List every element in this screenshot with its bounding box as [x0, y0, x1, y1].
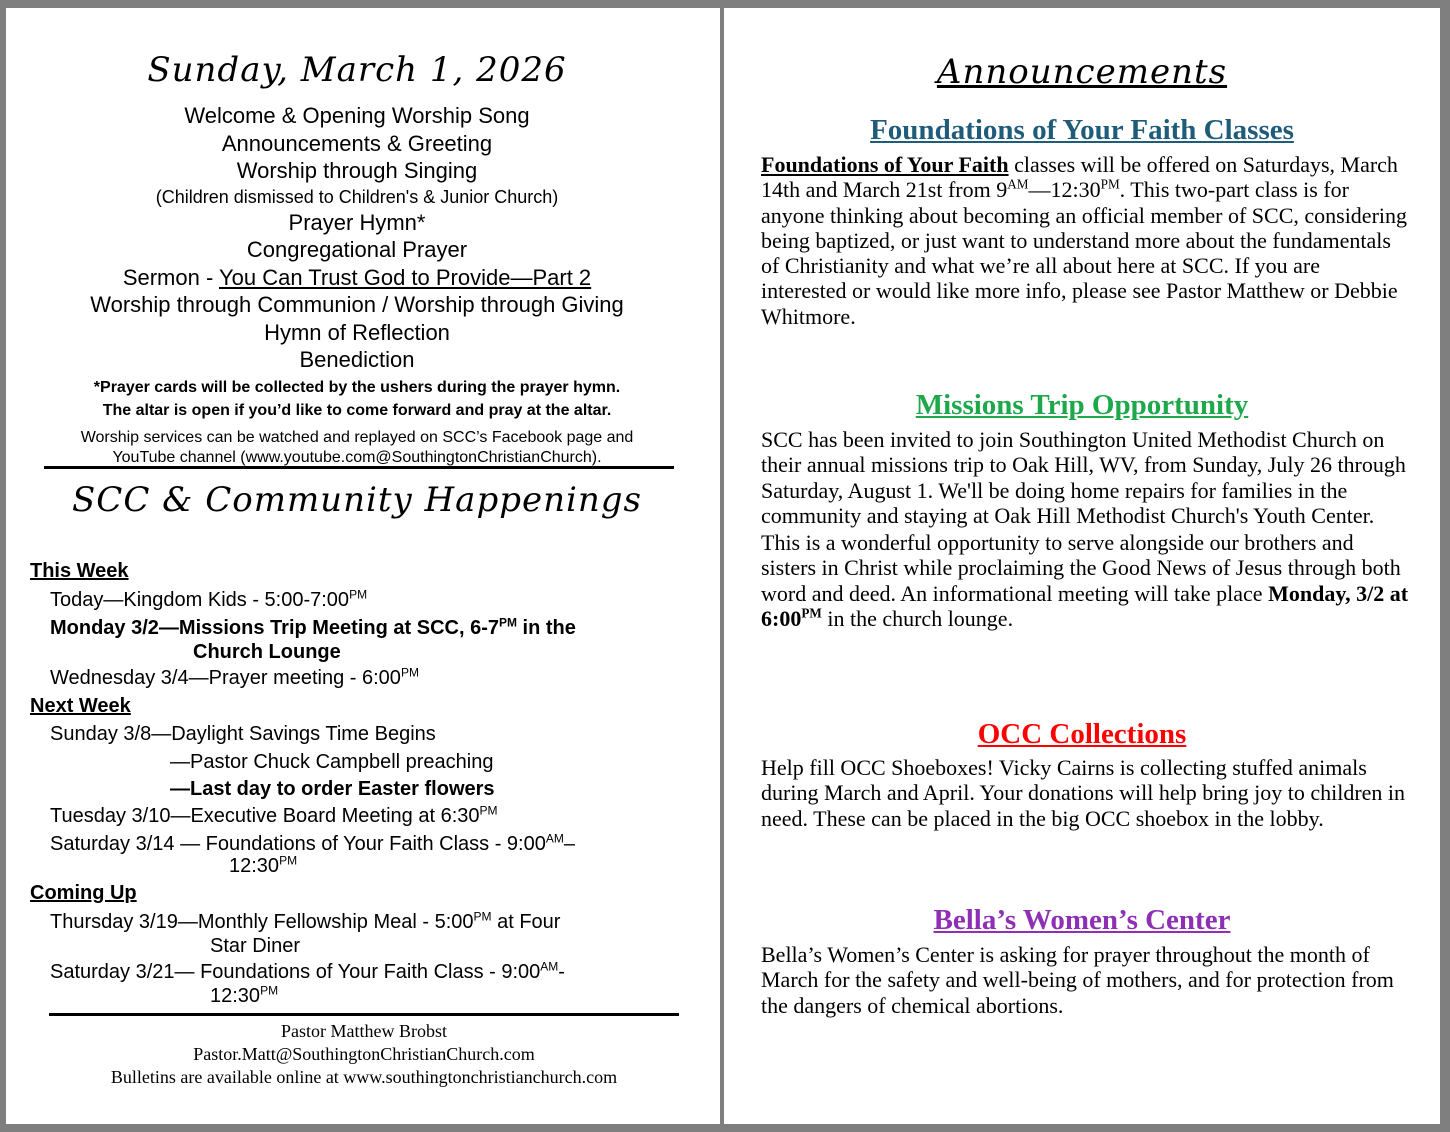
order-item: Worship through Singing: [236, 158, 478, 183]
divider: [49, 1013, 679, 1016]
event-text: 12:30: [210, 985, 261, 1007]
event-text: Saturday 3/21— Foundations of Your Faith Class - 9:00: [50, 961, 541, 983]
event-item: [50, 616, 576, 640]
event-item: [50, 666, 419, 690]
stream-note-line: Worship services can be watched and replayed on SCC’s Facebook page and: [80, 429, 634, 446]
stream-note-line: YouTube channel (www.youtube.com@SouthingtonChristianChurch).: [112, 449, 602, 466]
happenings-title: SCC & Community Happenings: [72, 480, 642, 520]
missions-body: [761, 427, 1411, 631]
event-item: [50, 960, 565, 984]
time-suffix: PM: [498, 615, 517, 630]
body-text: This is a wonderful opportunity to serve alongside our brothers and sisters in Christ while proclaiming the Good News of Jesus through both word and deed. An informational meeting will take place: [761, 530, 1401, 606]
bulletins-note: Bulletins are available online at www.southingtonchristianchurch.com: [110, 1067, 618, 1087]
body-paragraph: Bella’s Women’s Center is asking for prayer throughout the month of March for the safety and well-being of mothers, and for protection from the dangers of chemical abortions.: [761, 942, 1394, 1018]
event-text: Today—Kingdom Kids - 5:00-7:00: [50, 589, 350, 611]
order-item-note: (Children dismissed to Children's & Junior Church): [155, 186, 559, 207]
event-item: —Pastor Chuck Campbell preaching: [170, 751, 494, 773]
body-text: classes will be offered on Saturdays, March 14th and March 21st from 9: [761, 152, 1398, 203]
event-text: Monday 3/2—Missions Trip Meeting at SCC, 6-7: [50, 617, 499, 639]
time-suffix: AM: [540, 959, 559, 974]
event-item: [50, 588, 367, 612]
event-text: -: [558, 961, 565, 983]
occ-heading: OCC Collections: [977, 718, 1187, 750]
event-item-continued: Star Diner: [210, 935, 301, 957]
body-text: Monday, 3/2 at 6:00: [761, 580, 1409, 632]
body-text: —12:30: [1028, 177, 1101, 203]
order-item: Hymn of Reflection: [264, 319, 450, 345]
body-text: . This two-part class is for anyone thinking about becoming an official member of SCC, considering being baptized, or just want to understand more about the fundamentals of Christianity and what we’re all about here at SCC. If you are interested or would like more info, please see Pastor Matthew or Debbie Whitmore.: [761, 177, 1408, 329]
event-item-continued: [229, 854, 297, 878]
body-paragraph: [761, 530, 1411, 631]
occ-body: [761, 755, 1411, 831]
event-text: Tuesday 3/10—Executive Board Meeting at 6:30: [50, 805, 480, 827]
event-text: in the: [516, 617, 576, 639]
event-item: —Last day to order Easter flowers: [170, 778, 495, 800]
event-item: [50, 910, 560, 934]
order-item: Announcements & Greeting: [221, 130, 493, 156]
order-item: Congregational Prayer: [246, 237, 468, 262]
order-item-sermon: [6, 264, 708, 292]
event-item: [50, 804, 498, 828]
service-date: Sunday, March 1, 2026: [147, 50, 567, 90]
prayer-note-line: The altar is open if you’d like to come forward and pray at the altar.: [102, 402, 612, 419]
order-item: Prayer Hymn*: [288, 209, 426, 235]
order-item: Benediction: [299, 347, 415, 372]
order-item: Worship through Communion / Worship through Giving: [90, 292, 624, 317]
bellas-body: [761, 942, 1411, 1018]
section-coming-up: Coming Up: [30, 882, 137, 904]
time-suffix: PM: [349, 587, 368, 602]
foundations-heading: Foundations of Your Faith Classes: [870, 114, 1294, 146]
order-item: Welcome & Opening Worship Song: [184, 103, 530, 128]
pastor-name: Pastor Matthew Brobst: [281, 1021, 447, 1041]
time-suffix: AM: [545, 831, 564, 846]
event-text: Saturday 3/14 — Foundations of Your Faith Class - 9:00: [50, 833, 546, 855]
stream-note: [30, 428, 684, 468]
event-text: at Four: [491, 911, 561, 933]
pastor-email: Pastor.Matt@SouthingtonChristianChurch.com: [193, 1044, 535, 1064]
section-this-week: This Week: [30, 560, 129, 582]
event-item-continued: Church Lounge: [193, 641, 341, 663]
body-paragraph: Help fill OCC Shoeboxes! Vicky Cairns is collecting stuffed animals during March and April. Your donations will help bring joy to children in need. These can be placed in the big OCC shoebox in the lobby.: [761, 755, 1406, 831]
foundations-body: [761, 152, 1411, 329]
event-text: Wednesday 3/4—Prayer meeting - 6:00: [50, 667, 401, 689]
body-paragraph: SCC has been invited to join Southington United Methodist Church on their annual missions trip to Oak Hill, WV, from Sunday, July 26 through Saturday, August 1. We'll be doing home repairs for families in the community and staying at Oak Hill Methodist Church's Youth Center.: [761, 427, 1406, 528]
order-of-worship: [6, 102, 708, 374]
event-text: 12:30: [229, 855, 280, 877]
foundations-lead: Foundations of Your Faith: [761, 152, 1009, 177]
time-suffix: PM: [473, 909, 492, 924]
time-suffix: PM: [279, 853, 298, 868]
time-suffix: AM: [1007, 176, 1029, 192]
left-page: [6, 8, 720, 1124]
event-item: Sunday 3/8—Daylight Savings Time Begins: [50, 723, 436, 745]
sermon-prefix: Sermon -: [122, 264, 219, 290]
event-item-continued: [210, 984, 278, 1008]
footer: [6, 1020, 720, 1089]
time-suffix: PM: [1100, 176, 1120, 192]
bellas-heading: Bella’s Women’s Center: [933, 904, 1231, 936]
time-suffix: PM: [479, 803, 498, 818]
time-suffix: PM: [801, 605, 822, 621]
body-text: in the church lounge.: [821, 606, 1014, 632]
time-suffix: PM: [260, 983, 279, 998]
section-next-week: Next Week: [30, 695, 131, 717]
missions-heading: Missions Trip Opportunity: [915, 389, 1249, 421]
right-page: [724, 8, 1440, 1124]
prayer-note-line: *Prayer cards will be collected by the ushers during the prayer hymn.: [93, 379, 621, 396]
time-suffix: PM: [400, 665, 419, 680]
event-text: Thursday 3/19—Monthly Fellowship Meal - 5:00: [50, 911, 474, 933]
announcements-title: Announcements: [936, 52, 1228, 92]
sermon-title: You Can Trust God to Provide—Part 2: [219, 264, 592, 290]
event-item: [50, 832, 575, 856]
event-text: –: [563, 833, 575, 855]
prayer-note: [6, 376, 708, 422]
divider: [44, 466, 674, 469]
